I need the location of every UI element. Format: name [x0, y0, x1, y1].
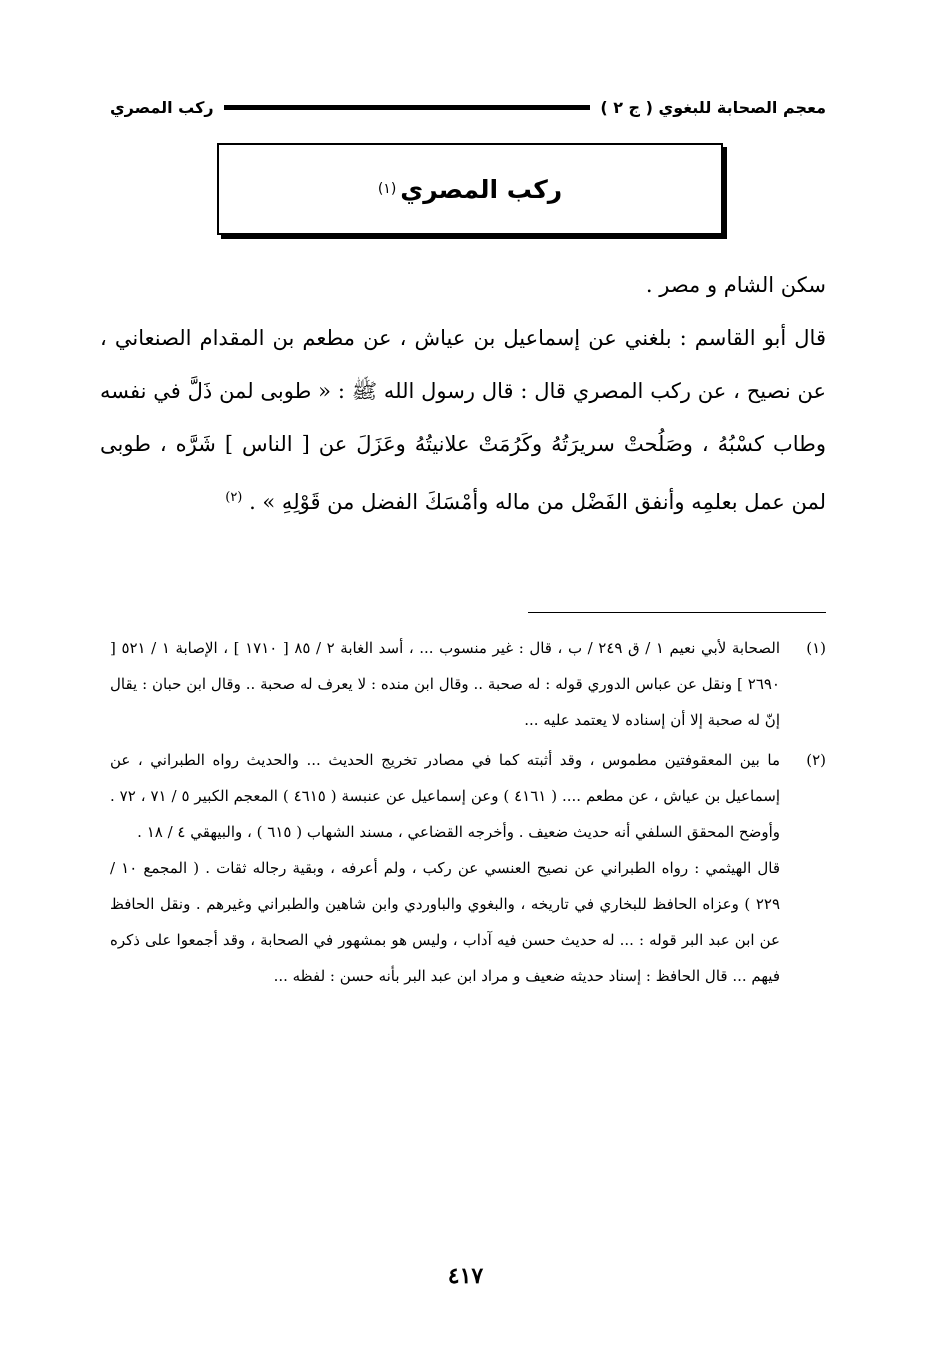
footnote-text: قال الهيثمي : رواه الطبراني عن نصيح العنسي عن ركب ، ولم أعرفه ، وبقية رجاله ثقات . ( المجمع ١٠ / ٢٢٩ ) وعزاه الحافظ للبخاري في تاريخه ، والبغوي والباوردي وابن شاهين والطبراني وغيرهم . ونقل الحافظ عن ابن عبد البر قوله : ... له حديث حسن فيه آداب ، وليس هو بمشهور في الصحابة ، وقد أجمعوا على ذكره فيهم ... قال الحافظ : إسناد حديثه ضعيف و مراد ابن عبد البر بأنه حسن : لفظه ... — [110, 859, 780, 985]
footnote-text: ما بين المعقوفتين مطموس ، وقد أثبته كما في مصادر تخريج الحديث ... والحديث رواه الطبراني ، عن إسماعيل بن عياش ، عن مطعم .... ( ٤١٦١ ) وعن إسماعيل عن عنبسة ( ٤٦١٥ ) المعجم الكبير ٥ / ٧١ ، ٧٢ . وأوضح المحقق السلفي أنه حديث ضعيف . وأخرجه القضاعي ، مسند الشهاب ( ٦١٥ ) ، والبيهقي ٤ / ١٨ . — [110, 751, 780, 841]
entry-title: ركب المصري — [400, 174, 563, 204]
header-entry-name: ركب المصري — [110, 97, 214, 117]
page-number: ٤١٧ — [447, 1263, 484, 1289]
footnote — [110, 742, 826, 994]
body-paragraph: سكن الشام و مصر . — [645, 273, 826, 297]
footnote-text: الصحابة لأبي نعيم ١ / ق ٢٤٩ / ب ، قال : غير منسوب ... ، أسد الغابة ٢ / ٨٥ [ ١٧١٠ ] ، الإصابة ١ / ٥٢١ [ ٢٦٩٠ ] ونقل عن عباس الدوري قوله : له صحبة .. وقال ابن منده : لا يعرف له صحبة .. وقال ابن حبان : يقال إنّ له صحبة إلا أن إسناده لا يعتمد عليه ... — [110, 639, 781, 729]
footnote-number: (١) — [806, 639, 826, 657]
body-paragraph: قال أبو القاسم : بلغني عن إسماعيل بن عياش ، عن مطعم بن المقدام الصنعاني ، عن نصيح ، عن ركب المصري قال : قال رسول الله ﷺ : « طوبى لمن ذَلَّ في نفسه وطاب كسْبُهُ ، وصَلُحتْ سريرَتُهُ وكَرُمَتْ علانيتُهُ وعَزَلَ عن [ الناس ] شَرَّه ، طوبى لمن عمل بعلمِه وأنفق الفَضْل من ماله وأمْسَكَ الفضل من قَوْلِهِ » . $^{(٢)}$ — [100, 326, 826, 514]
title-footnote-ref: (١) — [377, 181, 397, 197]
footnote-separator — [528, 612, 826, 613]
entry-title-box — [217, 143, 723, 235]
footnote-number: (٢) — [806, 751, 826, 769]
main-text — [100, 259, 826, 529]
header-book-title: معجم الصحابة للبغوي ( ج ٢ ) — [600, 97, 826, 117]
header-rule — [224, 105, 591, 110]
running-header — [110, 92, 826, 122]
body-footnote-ref: (٢) — [225, 490, 243, 505]
footnote — [110, 630, 826, 738]
footnotes — [110, 630, 826, 998]
